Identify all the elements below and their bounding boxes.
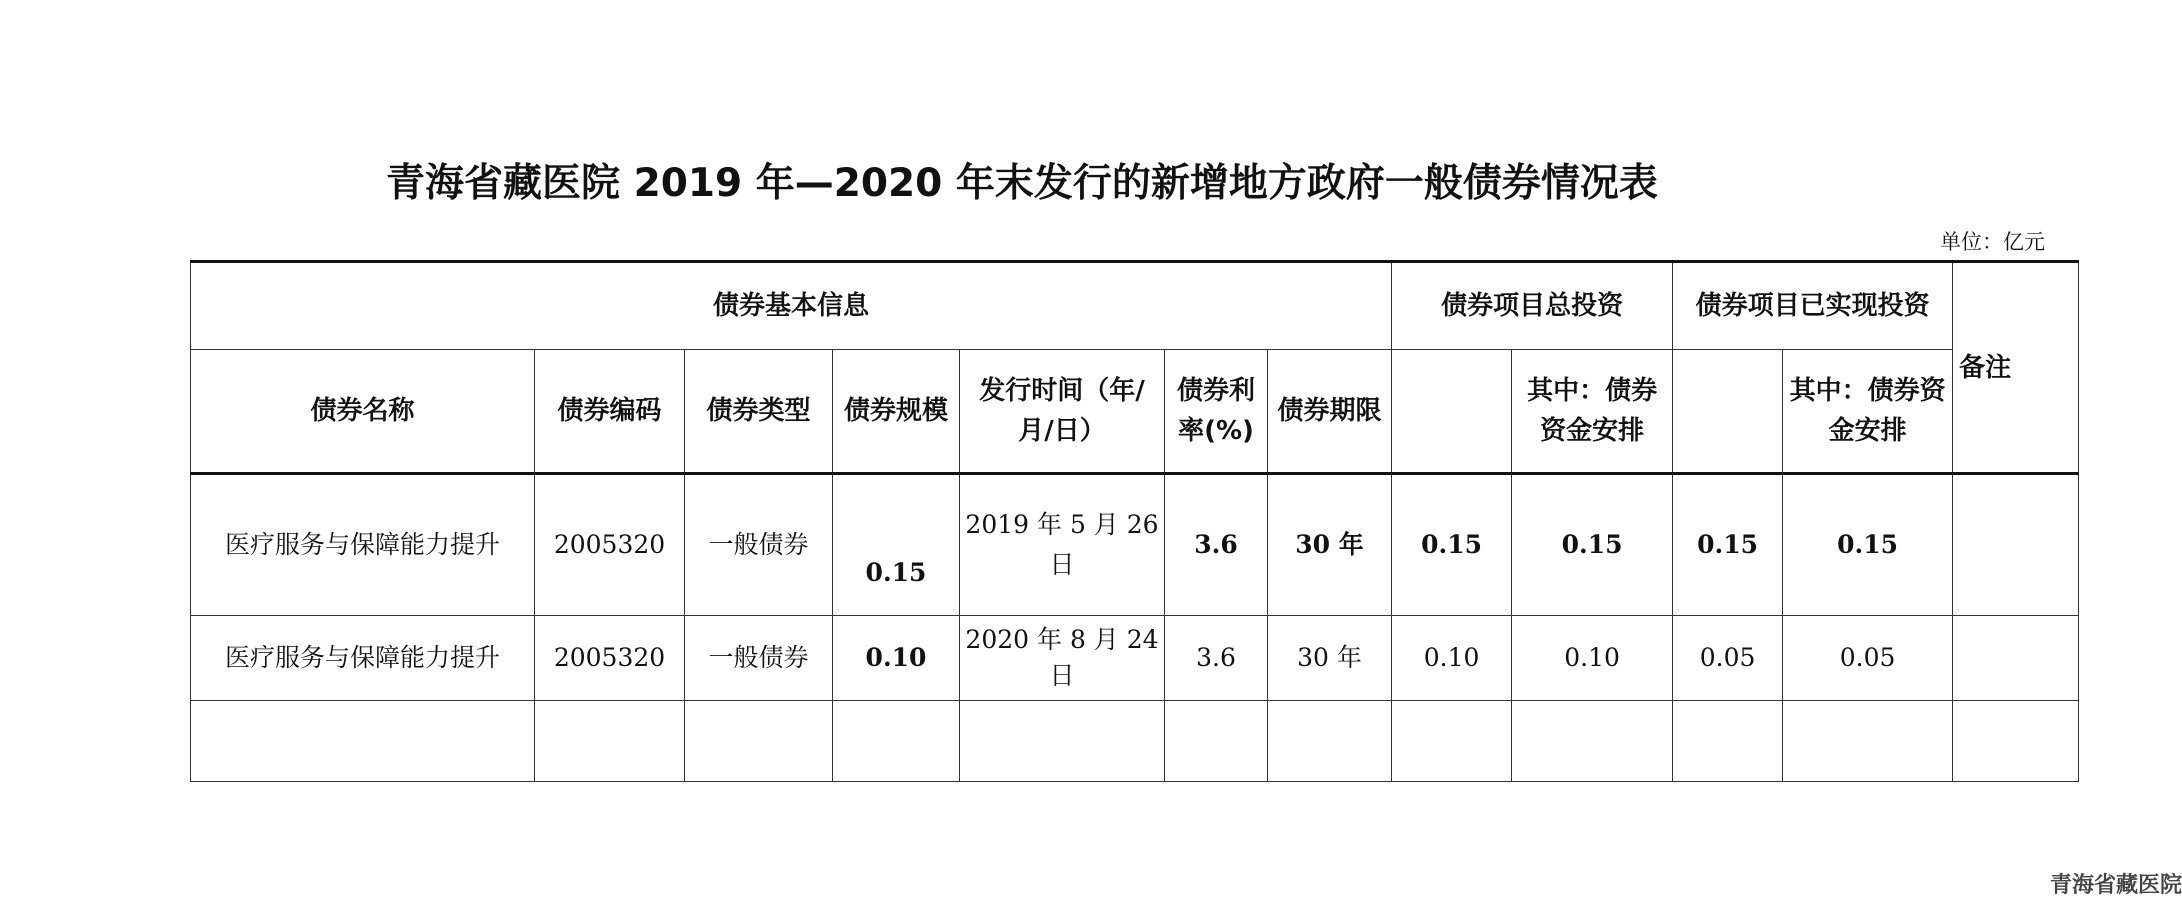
page-title: 青海省藏医院 2019 年—2020 年末发行的新增地方政府一般债券情况表 xyxy=(386,161,1658,206)
cell-empty xyxy=(685,701,833,782)
cell-scale: 0.15 xyxy=(833,474,960,616)
watermark-text: 青海省藏医院 xyxy=(2050,873,2182,898)
cell-realized: 0.15 xyxy=(1673,474,1783,616)
cell-total: 0.10 xyxy=(1392,616,1512,701)
cell-rate: 3.6 xyxy=(1165,616,1268,701)
group-basic-info: 债券基本信息 xyxy=(191,262,1392,350)
header-scale: 债券规模 xyxy=(833,350,960,474)
group-total-investment: 债券项目总投资 xyxy=(1392,262,1673,350)
cell-empty xyxy=(1783,701,1953,782)
cell-term: 30 年 xyxy=(1268,616,1392,701)
cell-name: 医疗服务与保障能力提升 xyxy=(191,616,535,701)
cell-empty xyxy=(191,701,535,782)
header-realized-blank xyxy=(1673,350,1783,474)
cell-scale: 0.10 xyxy=(833,616,960,701)
header-total-bond-funds: 其中：债券资金安排 xyxy=(1512,350,1673,474)
header-code: 债券编码 xyxy=(535,350,685,474)
cell-empty xyxy=(1268,701,1392,782)
cell-code: 2005320 xyxy=(535,474,685,616)
header-issue-date: 发行时间（年/月/日） xyxy=(960,350,1165,474)
cell-empty xyxy=(535,701,685,782)
cell-remark xyxy=(1953,474,2079,616)
table-row xyxy=(191,474,2079,616)
table-row xyxy=(191,616,2079,701)
cell-empty xyxy=(1392,701,1512,782)
table-row-empty xyxy=(191,701,2079,782)
header-term: 债券期限 xyxy=(1268,350,1392,474)
bond-table-container xyxy=(190,260,2079,782)
cell-empty xyxy=(1512,701,1673,782)
cell-total-bond: 0.15 xyxy=(1512,474,1673,616)
unit-label: 单位：亿元 xyxy=(1940,230,2045,254)
cell-term: 30 年 xyxy=(1268,474,1392,616)
bond-table xyxy=(190,260,2079,782)
cell-empty xyxy=(833,701,960,782)
header-type: 债券类型 xyxy=(685,350,833,474)
cell-realized: 0.05 xyxy=(1673,616,1783,701)
cell-type: 一般债券 xyxy=(685,616,833,701)
cell-type: 一般债券 xyxy=(685,474,833,616)
header-remark: 备注 xyxy=(1953,262,2079,474)
cell-empty xyxy=(960,701,1165,782)
group-realized-investment: 债券项目已实现投资 xyxy=(1673,262,1953,350)
cell-issue-date: 2019 年 5 月 26 日 xyxy=(960,474,1165,616)
header-realized-bond-funds: 其中：债券资金安排 xyxy=(1783,350,1953,474)
cell-realized-bond: 0.05 xyxy=(1783,616,1953,701)
cell-rate: 3.6 xyxy=(1165,474,1268,616)
cell-empty xyxy=(1165,701,1268,782)
header-total-blank xyxy=(1392,350,1512,474)
cell-name: 医疗服务与保障能力提升 xyxy=(191,474,535,616)
cell-realized-bond: 0.15 xyxy=(1783,474,1953,616)
cell-empty xyxy=(1673,701,1783,782)
cell-empty xyxy=(1953,701,2079,782)
header-name: 债券名称 xyxy=(191,350,535,474)
cell-code: 2005320 xyxy=(535,616,685,701)
cell-total: 0.15 xyxy=(1392,474,1512,616)
header-rate: 债券利率(%) xyxy=(1165,350,1268,474)
cell-issue-date: 2020 年 8 月 24 日 xyxy=(960,616,1165,701)
cell-remark xyxy=(1953,616,2079,701)
cell-total-bond: 0.10 xyxy=(1512,616,1673,701)
